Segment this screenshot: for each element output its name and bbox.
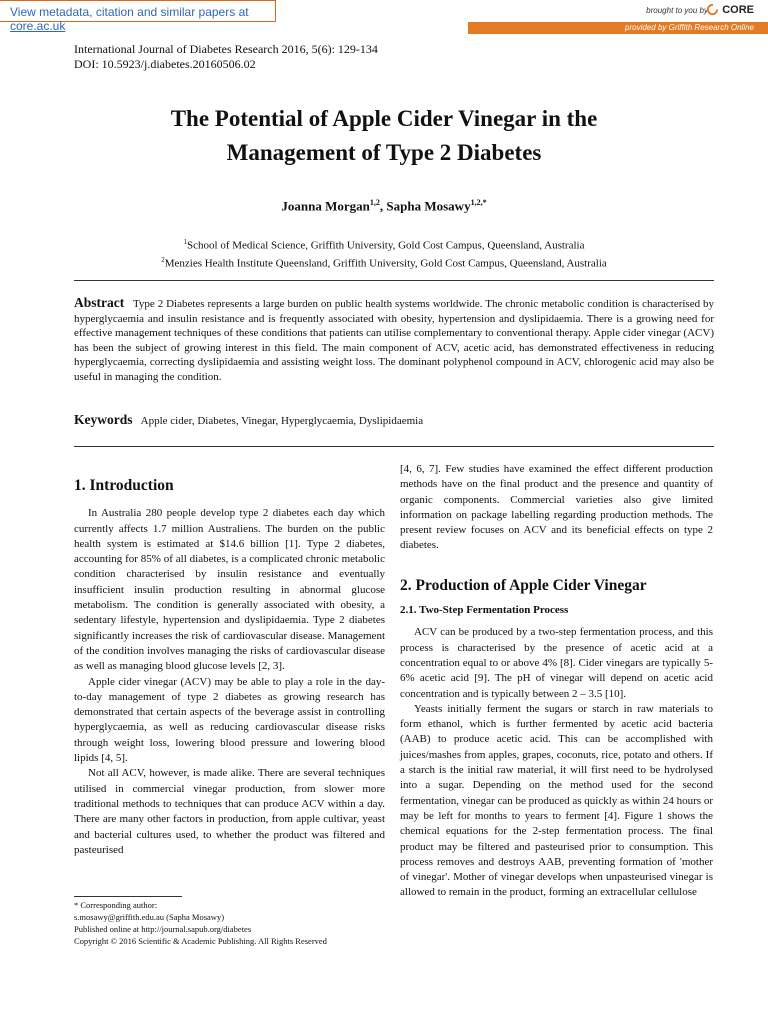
abstract <box>74 296 714 385</box>
core-banner <box>0 0 768 34</box>
footnote-rule <box>74 896 182 897</box>
intro-paragraph-1: In Australia 280 people develop type 2 diabetes each day which currently affects 1.7 million Australiens. The burden on the public health system is estimated at $14.6 billion [1]. Type 2 diabetes, accounting for 85% of all diabetes, is a complicated chronic metabolic condition characterised by insulin resistance and eventually insufficient insulin production resulting in abnormal glucose metabolism. The condition is generally associated with obesity, a sedentary lifestyle, hypertension and dyslipidaemia. Type 2 diabetes significantly increases the risk of cardiovascular disease. Management of the condition involves managing the risks of cardiovascular disease as well as managing blood glucose levels [2, 3]. <box>74 507 385 673</box>
affiliation-1-text: School of Medical Science, Griffith University, Gold Cost Campus, Queensland, Australia <box>187 239 585 252</box>
affiliation-1 <box>0 235 768 253</box>
keywords-label: Keywords <box>74 412 133 427</box>
intro-paragraph-3: Not all ACV, however, is made alike. There are several techniques utilised in commercial vinegar production, from slower more traditional methods to techniques that can produce ACV within a day. There are many other factors in production, from apple cultivar, yeast and bacterial cultures used, to whether the product was filtered and pasteurised <box>74 767 385 856</box>
right-column <box>400 462 713 901</box>
left-column <box>74 478 385 858</box>
journal-doi: DOI: 10.5923/j.diabetes.20160506.02 <box>74 57 256 71</box>
core-logo-text: CORE <box>722 3 754 16</box>
affiliation-2-text: Menzies Health Institute Queensland, Griffith University, Gold Cost Campus, Queensland, Australia <box>164 257 607 270</box>
authors <box>0 198 768 214</box>
fermentation-paragraph-1: ACV can be produced by a two-step fermentation process, and this process is characterised by the presence of acetic acid at a concentration equal to or above 4% [8]. Cider vinegars are typically 5-6% acetic acid [9]. The pH of vinegar will depend on acetic acid concentration and is typically between 2 – 3.5 [10]. <box>400 626 713 700</box>
journal-info <box>74 42 378 72</box>
bottom-rule <box>74 446 714 447</box>
keywords-text: Apple cider, Diabetes, Vinegar, Hyperglycaemia, Dyslipidaemia <box>140 415 424 427</box>
corresponding-email[interactable]: s.mosawy@griffith.edu.au (Sapha Mosawy) <box>74 912 225 922</box>
core-brand <box>468 0 768 34</box>
corresponding-author: * Corresponding author: <box>74 900 158 910</box>
affiliations <box>0 235 768 270</box>
section-2-heading: 2. Production of Apple Cider Vinegar <box>400 576 647 594</box>
fermentation-paragraph-2: Yeasts initially ferment the sugars or starch in raw materials to form ethanol, which is further fermented by acetic acid bacteria (AAB) to produce acetic acid. This can be accomplished with juices/mashes from apples, grapes, coconuts, rice, potato and others. If a starch is the initial raw material, it will first need to be hydrolysed into a sugar. Depending on the method used for the second fermentation, vinegar can be produced as quickly as within 24 hours or may be left for months to years to ferment [4]. Figure 1 shows the chemical equations for the 2-step fermentation process. The final product may be filtered and pasteurised prior to consumption. This process removes and destroys AAB, preventing formation of 'mother of vinegar'. Mother of vinegar develops when unpasteurised vinegar is allowed to remain in the product, forming an extracellular cellulose <box>400 702 713 899</box>
title-line-2: Management of Type 2 Diabetes <box>226 140 542 165</box>
copyright: Copyright © 2016 Scientific & Academic Publishing. All Rights Reserved <box>74 936 327 946</box>
core-logo[interactable] <box>706 3 754 16</box>
title-line-1: The Potential of Apple Cider Vinegar in the <box>170 106 598 131</box>
intro-paragraph-2: Apple cider vinegar (ACV) may be able to play a role in the day-to-day management of type 2 diabetes as growing research has demonstrated that certain aspects of the beverage assist in controlling hyperglycaemia, as well as reducing cardiovascular disease risks through weight loss, lowering blood pressure and lowering blood lipids [4, 5]. <box>74 675 385 765</box>
top-rule <box>74 280 714 281</box>
footnote <box>74 896 394 947</box>
author-1: Joanna Morgan <box>281 198 370 214</box>
provided-by-bar: provided by Griffith Research Online <box>468 22 768 34</box>
brought-by-text: brought to you by <box>646 6 708 15</box>
subsection-2-1-heading: 2.1. Two-Step Fermentation Process <box>400 604 569 617</box>
affiliation-2-sup: 2 <box>161 255 165 264</box>
core-view-text: View metadata, citation and similar papers at <box>10 5 249 19</box>
section-1-heading: 1. Introduction <box>74 477 174 494</box>
intro-continuation: [4, 6, 7]. Few studies have examined the effect different production methods have on the final product and the presence and quantity of organic components. Commercial varieties also give limited information on package labelling regarding production methods. The present review focuses on ACV and its beneficial effects on type 2 diabetes. <box>400 463 713 552</box>
core-logo-icon <box>706 3 719 16</box>
author-2: Sapha Mosawy <box>386 198 471 214</box>
published-online: Published online at http://journal.sapub.org/diabetes <box>74 924 252 934</box>
author-1-sup: 1,2 <box>369 198 380 207</box>
core-link[interactable]: core.ac.uk <box>10 19 66 33</box>
author-separator: , <box>379 198 387 214</box>
abstract-label: Abstract <box>74 295 125 310</box>
keywords <box>74 412 714 428</box>
affiliation-2 <box>0 253 768 271</box>
core-metadata-text <box>10 5 275 33</box>
affiliation-1-sup: 1 <box>183 238 188 246</box>
core-metadata-box <box>0 0 276 33</box>
abstract-text: Type 2 Diabetes represents a large burden on public health systems worldwide. The chronic metabolic condition is characterised by hyperglycaemia and insulin resistance and is frequently associated with obesity, hypertension and dyslipidaemia. There is a growing need for effective management techniques of these conditions that patients can utilise complementary to conventional therapy. Apple cider vinegar (ACV) has been the subject of growing interest in this field. The main component of ACV, acetic acid, has demonstrated effectiveness in reducing hyperglycaemia, correcting dyslipidaemia and assisting weight loss. The dominant polyphenol compound in ACV, chlorogenic acid may also be useful in managing the condition. <box>74 298 714 383</box>
paper-title <box>0 102 768 170</box>
author-2-sup: 1,2,* <box>470 198 487 207</box>
journal-citation: International Journal of Diabetes Research 2016, 5(6): 129-134 <box>74 42 378 56</box>
